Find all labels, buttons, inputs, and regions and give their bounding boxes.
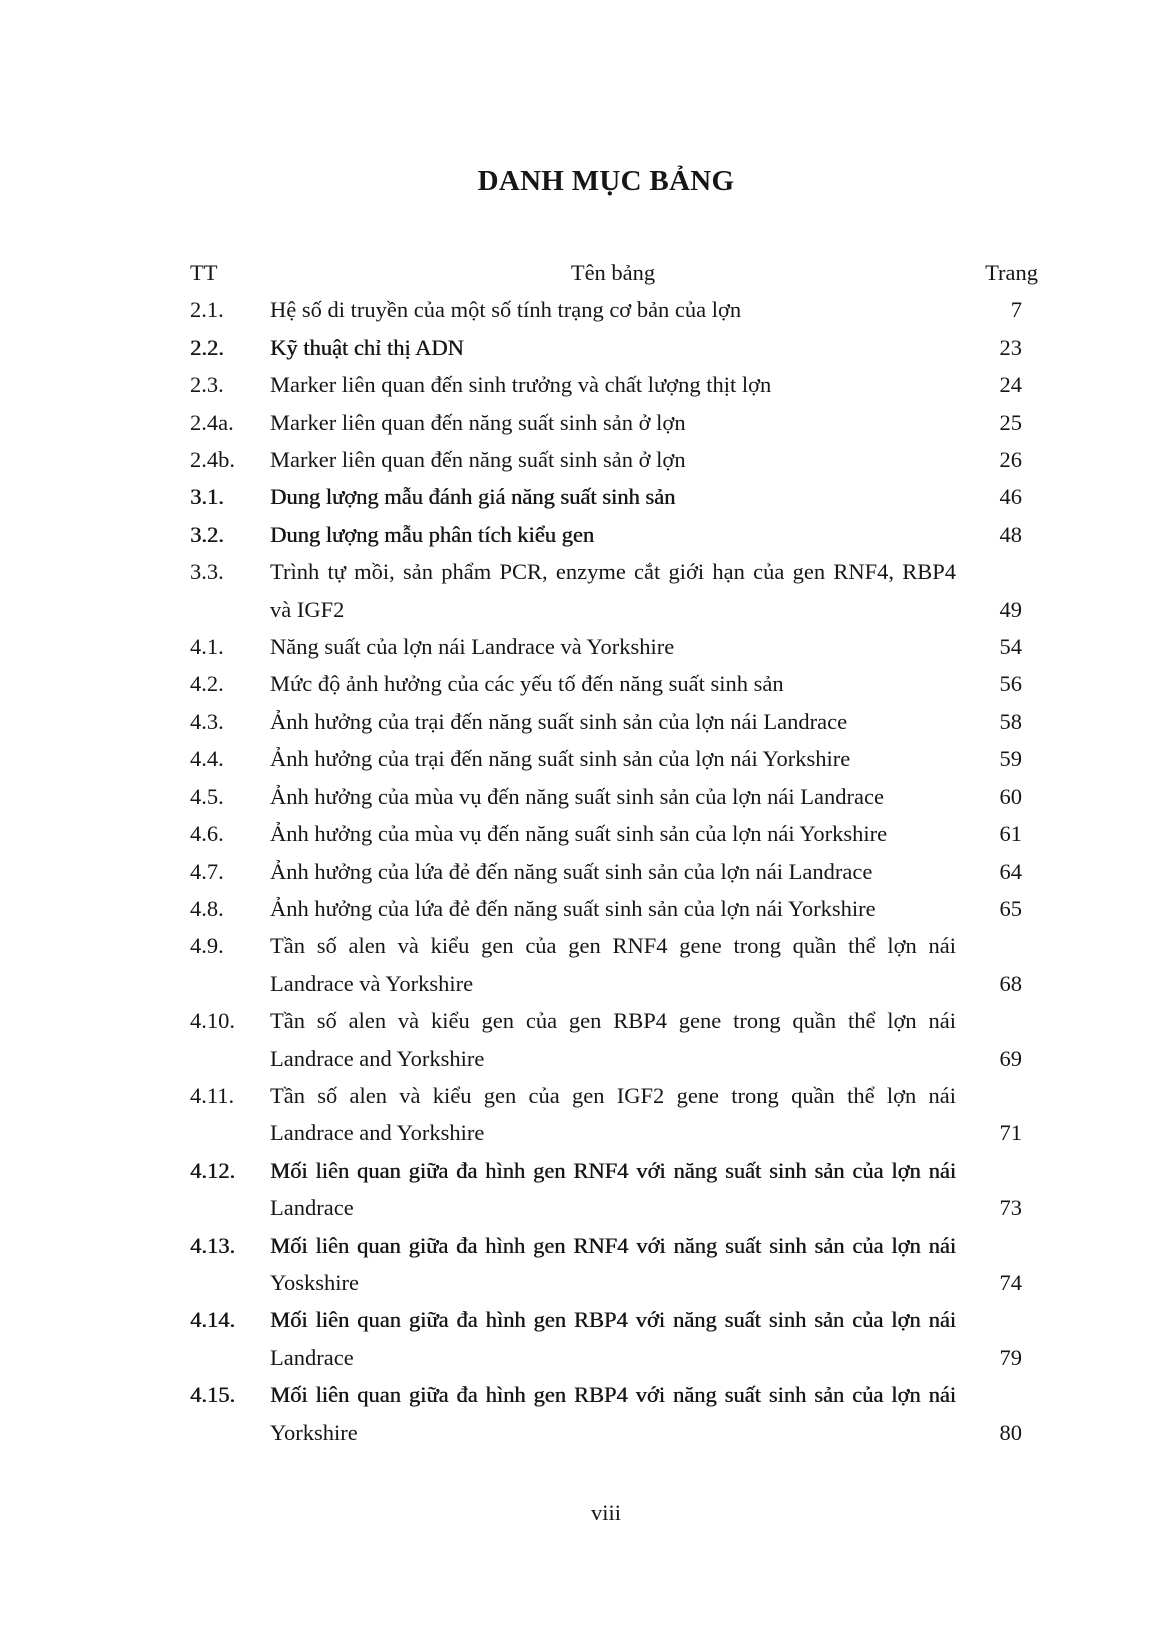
entry-title-line: Ảnh hưởng của mùa vụ đến năng suất sinh sản của lợn nái Yorkshire <box>270 821 888 847</box>
toc-entry-row <box>190 740 1022 777</box>
toc-entry-row <box>190 553 1022 628</box>
entry-page-number: 73 <box>999 1195 1022 1221</box>
entry-page-number: 25 <box>999 409 1022 435</box>
entry-title <box>270 778 956 815</box>
entry-title <box>270 329 956 366</box>
toc-entry-row <box>190 478 1022 515</box>
entry-number: 3.2. <box>190 521 224 547</box>
entry-number: 3.1. <box>190 484 224 510</box>
toc-entry-row <box>190 927 1022 1002</box>
toc-entry-row <box>190 1376 1022 1451</box>
entry-title-line: Landrace <box>270 1344 354 1370</box>
entry-number: 4.6. <box>190 821 224 847</box>
entry-title-line: Trình tự mồi, sản phẩm PCR, enzyme cắt giới hạn của gen RNF4, RBP4 <box>270 559 956 585</box>
entry-title <box>270 441 956 478</box>
entry-number: 4.15. <box>190 1382 235 1408</box>
toc-entry-row <box>190 665 1022 702</box>
entry-title <box>270 516 956 553</box>
entry-number: 4.10. <box>190 1008 235 1034</box>
entry-page-number: 48 <box>999 521 1022 547</box>
entry-title-line: Ảnh hưởng của lứa đẻ đến năng suất sinh sản của lợn nái Yorkshire <box>270 895 876 921</box>
entry-page-number: 64 <box>999 858 1022 884</box>
entry-title-line: Dung lượng mẫu đánh giá năng suất sinh sản <box>270 484 676 510</box>
entry-page-number: 54 <box>999 634 1022 660</box>
entry-title-line: Mối liên quan giữa đa hình gen RNF4 với năng suất sinh sản của lợn nái <box>270 1157 956 1183</box>
toc-entry-row <box>190 404 1022 441</box>
entry-title <box>270 1227 956 1302</box>
entry-title-line: Mối liên quan giữa đa hình gen RBP4 với năng suất sinh sản của lợn nái <box>270 1382 956 1408</box>
toc-entry-row <box>190 441 1022 478</box>
entry-title-line: Ảnh hưởng của mùa vụ đến năng suất sinh sản của lợn nái Landrace <box>270 783 884 809</box>
toc-entry-row <box>190 853 1022 890</box>
entry-page-number: 26 <box>999 447 1022 473</box>
entry-page-number: 46 <box>999 484 1022 510</box>
entry-page-number: 60 <box>999 783 1022 809</box>
entry-title <box>270 927 956 1002</box>
entry-number: 4.8. <box>190 895 224 921</box>
entry-title <box>270 1301 956 1376</box>
entry-title-line: Landrace and Yorkshire <box>270 1045 485 1071</box>
entry-title-line: Năng suất của lợn nái Landrace và Yorkshire <box>270 634 675 660</box>
entry-number: 4.1. <box>190 634 224 660</box>
toc-header-page: Trang <box>985 260 1038 285</box>
toc-entry-row <box>190 291 1022 328</box>
entry-title <box>270 890 956 927</box>
toc-header-tt: TT <box>190 260 218 285</box>
toc-entry-row <box>190 1301 1022 1376</box>
entry-page-number: 23 <box>999 334 1022 360</box>
entry-title-line: Ảnh hưởng của trại đến năng suất sinh sản của lợn nái Yorkshire <box>270 746 851 772</box>
entry-title-line: Landrace and Yorkshire <box>270 1120 485 1146</box>
entry-number: 4.7. <box>190 858 224 884</box>
toc-entry-row <box>190 815 1022 852</box>
entry-page-number: 61 <box>999 821 1022 847</box>
entry-number: 4.9. <box>190 933 224 959</box>
entry-number: 4.2. <box>190 671 224 697</box>
entry-number: 2.1. <box>190 297 224 323</box>
entry-title-line: Landrace và Yorkshire <box>270 970 474 996</box>
entry-title <box>270 553 956 628</box>
entry-number: 2.4b. <box>190 447 235 473</box>
entry-number: 4.5. <box>190 783 224 809</box>
entry-title-line: Tần số alen và kiểu gen của gen RBP4 gene trong quần thể lợn nái <box>270 1008 956 1034</box>
entry-number: 4.13. <box>190 1232 235 1258</box>
entry-title-line: Hệ số di truyền của một số tính trạng cơ bản của lợn <box>270 297 742 323</box>
entry-title <box>270 740 956 777</box>
toc-entry-row <box>190 1152 1022 1227</box>
toc-entry-row <box>190 329 1022 366</box>
entry-page-number: 24 <box>999 372 1022 398</box>
entry-page-number: 59 <box>999 746 1022 772</box>
toc-entry-row <box>190 890 1022 927</box>
entry-title <box>270 665 956 702</box>
entry-title-line: Mối liên quan giữa đa hình gen RNF4 với năng suất sinh sản của lợn nái <box>270 1232 956 1258</box>
entry-number: 4.3. <box>190 708 224 734</box>
toc-entry-row <box>190 703 1022 740</box>
entry-page-number: 7 <box>1010 297 1022 323</box>
entry-title <box>270 703 956 740</box>
toc-header-name: Tên bảng <box>570 260 656 285</box>
entry-title-line: Ảnh hưởng của lứa đẻ đến năng suất sinh sản của lợn nái Landrace <box>270 858 873 884</box>
entry-page-number: 79 <box>999 1344 1022 1370</box>
toc-entry-row <box>190 516 1022 553</box>
entry-title <box>270 291 956 328</box>
entry-title <box>270 1152 956 1227</box>
entry-page-number: 65 <box>999 895 1022 921</box>
entry-number: 3.3. <box>190 559 224 585</box>
entry-title <box>270 1077 956 1152</box>
entry-title-line: Tần số alen và kiểu gen của gen IGF2 gene trong quần thể lợn nái <box>270 1082 956 1108</box>
page-number-footer: viii <box>590 1500 621 1525</box>
toc-entry-row <box>190 1002 1022 1077</box>
entry-title-line: Mối liên quan giữa đa hình gen RBP4 với năng suất sinh sản của lợn nái <box>270 1307 956 1333</box>
entry-number: 4.11. <box>190 1082 235 1108</box>
entry-page-number: 69 <box>999 1045 1022 1071</box>
entry-title-line: Mức độ ảnh hưởng của các yếu tố đến năng suất sinh sản <box>270 671 784 697</box>
entry-page-number: 80 <box>999 1419 1022 1445</box>
entry-number: 4.14. <box>190 1307 235 1333</box>
toc-header-row <box>190 254 1038 291</box>
entry-page-number: 49 <box>999 596 1022 622</box>
entry-number: 2.3. <box>190 372 224 398</box>
toc-entry-row <box>190 366 1022 403</box>
entry-title <box>270 853 956 890</box>
entry-title <box>270 404 956 441</box>
entry-title-line: Yorkshire <box>270 1419 358 1445</box>
entry-page-number: 74 <box>999 1269 1022 1295</box>
page-title: DANH MỤC BẢNG <box>477 165 735 197</box>
entry-title-line: Marker liên quan đến năng suất sinh sản ở lợn <box>270 447 686 473</box>
entry-page-number: 71 <box>999 1120 1022 1146</box>
entry-title-line: Landrace <box>270 1195 354 1221</box>
entry-number: 2.2. <box>190 334 224 360</box>
entry-title <box>270 366 956 403</box>
toc-entry-row <box>190 1227 1022 1302</box>
entry-title <box>270 478 956 515</box>
entry-page-number: 68 <box>999 970 1022 996</box>
entry-title-line: Kỹ thuật chỉ thị ADN <box>270 334 464 360</box>
entry-title-line: Ảnh hưởng của trại đến năng suất sinh sản của lợn nái Landrace <box>270 708 848 734</box>
entry-title-line: Marker liên quan đến sinh trưởng và chất lượng thịt lợn <box>270 372 772 398</box>
entry-title-line: Tần số alen và kiểu gen của gen RNF4 gene trong quần thể lợn nái <box>270 933 956 959</box>
toc-entry-row <box>190 778 1022 815</box>
list-of-tables <box>190 254 1038 1451</box>
entry-title <box>270 628 956 665</box>
entry-number: 4.4. <box>190 746 224 772</box>
toc-entry-row <box>190 1077 1022 1152</box>
entry-title-line: và IGF2 <box>270 596 345 622</box>
entry-title-line: Marker liên quan đến năng suất sinh sản ở lợn <box>270 409 686 435</box>
entry-title <box>270 815 956 852</box>
entry-number: 4.12. <box>190 1157 235 1183</box>
entry-title <box>270 1376 956 1451</box>
entry-title-line: Yoskshire <box>270 1269 359 1295</box>
entry-page-number: 56 <box>999 671 1022 697</box>
toc-entries <box>190 291 1022 1451</box>
entry-title <box>270 1002 956 1077</box>
entry-page-number: 58 <box>999 708 1022 734</box>
entry-number: 2.4a. <box>190 409 234 435</box>
toc-entry-row <box>190 628 1022 665</box>
entry-title-line: Dung lượng mẫu phân tích kiểu gen <box>270 521 595 547</box>
